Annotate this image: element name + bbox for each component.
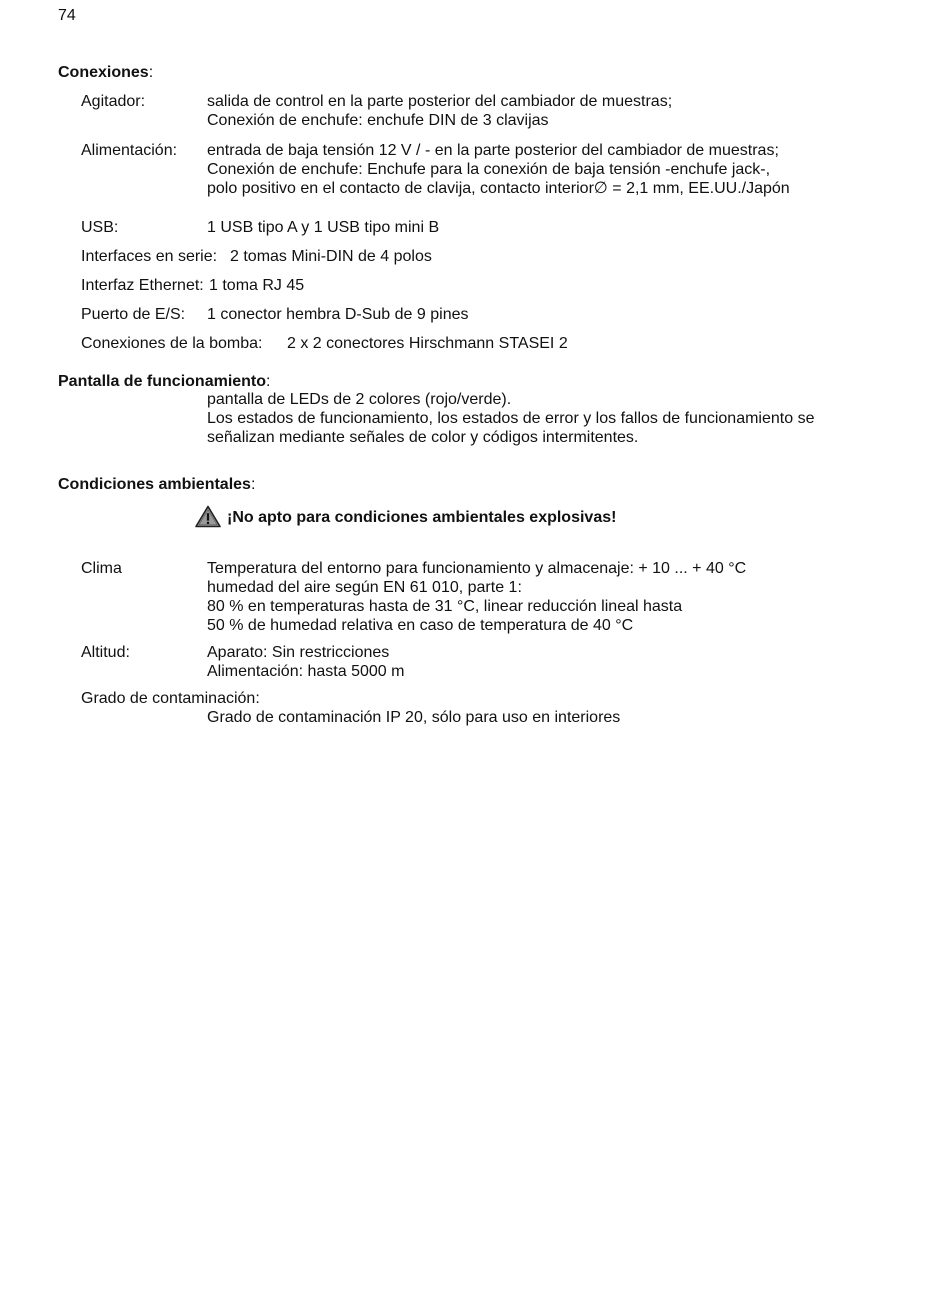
alimentacion-line: entrada de baja tensión 12 V / - en la parte posterior del cambiador de muestras; [207, 142, 779, 159]
clima-label: Clima [81, 560, 122, 577]
alimentacion-value [207, 141, 790, 198]
ethernet-value: 1 toma RJ 45 [209, 277, 305, 294]
agitador-line: Conexión de enchufe: enchufe DIN de 3 clavijas [207, 112, 549, 129]
conexiones-heading-text: Conexiones [58, 64, 149, 81]
bomba-label: Conexiones de la bomba: [81, 335, 263, 352]
pantalla-heading-colon: : [266, 373, 271, 390]
section-heading-conexiones [58, 64, 153, 82]
clima-line: humedad del aire según EN 61 010, parte 1: [207, 579, 522, 596]
contaminacion-label: Grado de contaminación: [81, 690, 260, 707]
agitador-value [207, 92, 672, 130]
condiciones-heading-colon: : [250, 476, 256, 493]
bomba-value: 2 x 2 conectores Hirschmann STASEI 2 [287, 335, 568, 352]
clima-value [207, 559, 746, 635]
altitud-line: Alimentación: hasta 5000 m [207, 663, 405, 680]
ethernet-label: Interfaz Ethernet: [81, 277, 204, 294]
clima-line: Temperatura del entorno para funcionamiento y almacenaje: + 10 ... + 40 °C [207, 560, 747, 577]
pantalla-heading-text: Pantalla de funcionamiento [58, 373, 267, 390]
pantalla-value [207, 390, 814, 447]
clima-line: 50 % de humedad relativa en caso de temperatura de 40 °C [207, 617, 634, 634]
altitud-value [207, 643, 404, 681]
warning-text: ¡No apto para condiciones ambientales explosivas! [227, 509, 617, 526]
altitud-label: Altitud: [81, 644, 130, 661]
alimentacion-line: Conexión de enchufe: Enchufe para la conexión de baja tensión -enchufe jack-, [207, 161, 771, 178]
pantalla-line: señalizan mediante señales de color y códigos intermitentes. [207, 429, 639, 446]
section-heading-condiciones [58, 476, 255, 494]
warning-triangle-icon [195, 505, 221, 528]
usb-label: USB: [81, 219, 119, 236]
condiciones-heading-text: Condiciones ambientales [58, 476, 251, 493]
conexiones-heading-colon: : [148, 64, 154, 81]
es-label: Puerto de E/S: [81, 306, 186, 323]
altitud-line: Aparato: Sin restricciones [207, 644, 390, 661]
es-value: 1 conector hembra D-Sub de 9 pines [207, 306, 469, 323]
usb-value: 1 USB tipo A y 1 USB tipo mini B [207, 219, 440, 236]
clima-line: 80 % en temperaturas hasta de 31 °C, linear reducción lineal hasta [207, 598, 683, 615]
agitador-line: salida de control en la parte posterior del cambiador de muestras; [207, 93, 673, 110]
page-number: 74 [58, 7, 76, 24]
pantalla-line: Los estados de funcionamiento, los estados de error y los fallos de funcionamiento se [207, 410, 815, 427]
contaminacion-value: Grado de contaminación IP 20, sólo para uso en interiores [207, 709, 621, 726]
explosive-warning [195, 503, 616, 529]
alimentacion-line: polo positivo en el contacto de clavija, contacto interior∅ = 2,1 mm, EE.UU./Japón [207, 180, 790, 197]
section-heading-pantalla [58, 373, 270, 391]
serie-value: 2 tomas Mini-DIN de 4 polos [230, 248, 432, 265]
serie-label: Interfaces en serie: [81, 248, 218, 265]
agitador-label: Agitador: [81, 93, 146, 110]
pantalla-line: pantalla de LEDs de 2 colores (rojo/verde). [207, 391, 512, 408]
alimentacion-label: Alimentación: [81, 142, 178, 159]
